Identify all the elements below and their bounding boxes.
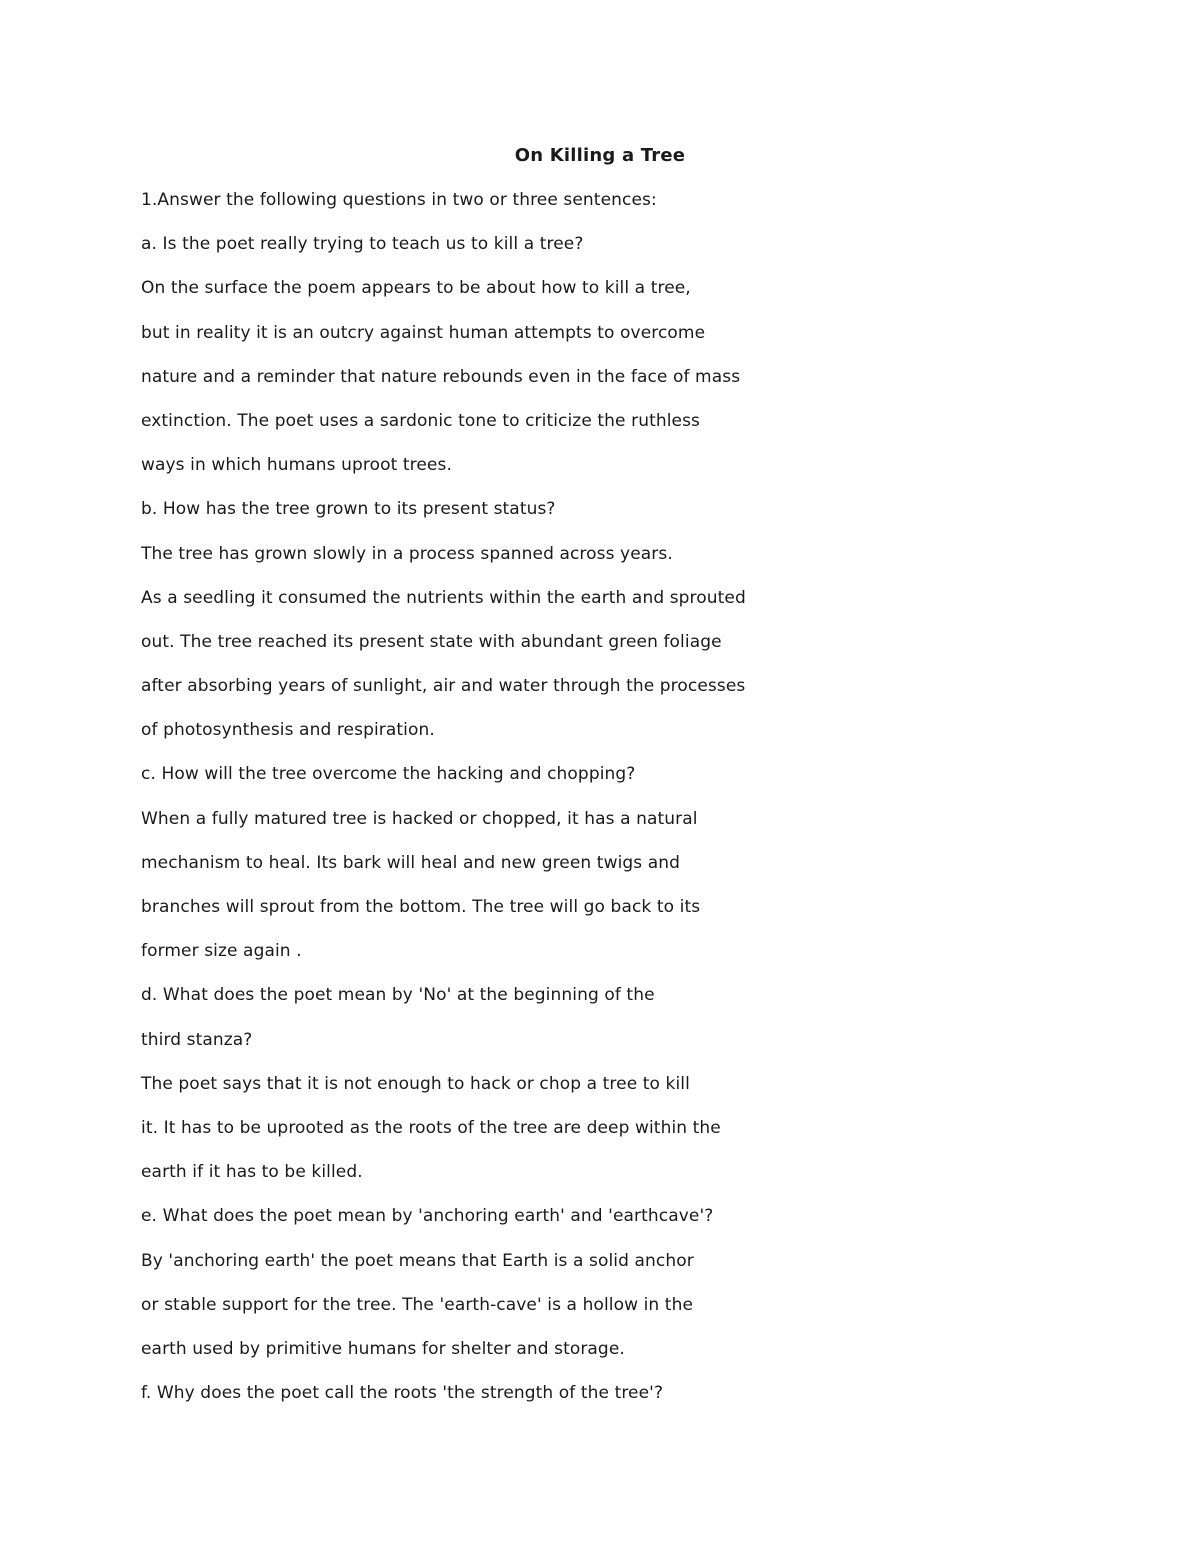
answer-a-line: extinction. The poet uses a sardonic tone to criticize the ruthless <box>141 410 701 431</box>
answer-c-line: When a fully matured tree is hacked or chopped, it has a natural <box>141 808 698 829</box>
answer-d-line: it. It has to be uprooted as the roots of the tree are deep within the <box>141 1117 721 1138</box>
page-title <box>0 143 1200 169</box>
answer-e-line: By 'anchoring earth' the poet means that Earth is a solid anchor <box>141 1250 694 1271</box>
answer-a-line: ways in which humans uproot trees. <box>141 455 452 476</box>
answer-b-line: after absorbing years of sunlight, air and water through the processes <box>141 676 746 697</box>
answer-c-line: former size again . <box>141 941 302 962</box>
question-b: b. How has the tree grown to its present status? <box>141 499 556 520</box>
question-d: third stanza? <box>141 1029 253 1050</box>
answer-b-line: As a seedling it consumed the nutrients within the earth and sprouted <box>141 587 746 608</box>
answer-c-line: branches will sprout from the bottom. The tree will go back to its <box>141 897 701 917</box>
title-text: On Killing a Tree <box>514 145 686 166</box>
question-e: e. What does the poet mean by 'anchoring earth' and 'earthcave'? <box>141 1206 714 1227</box>
answer-d-line: The poet says that it is not enough to hack or chop a tree to kill <box>141 1073 690 1094</box>
instruction-line: 1.Answer the following questions in two or three sentences: <box>141 190 657 210</box>
answer-b-line: The tree has grown slowly in a process spanned across years. <box>141 543 673 564</box>
question-a: a. Is the poet really trying to teach us to kill a tree? <box>141 234 584 255</box>
answer-a-line: On the surface the poem appears to be about how to kill a tree, <box>141 278 691 299</box>
question-f: f. Why does the poet call the roots 'the strength of the tree'? <box>141 1383 664 1404</box>
answer-a-line: nature and a reminder that nature rebounds even in the face of mass <box>141 366 741 387</box>
answer-e-line: or stable support for the tree. The 'earth-cave' is a hollow in the <box>141 1294 694 1315</box>
document-body <box>141 186 1101 1423</box>
answer-d-line: earth if it has to be killed. <box>141 1162 363 1183</box>
answer-b-line: out. The tree reached its present state with abundant green foliage <box>141 631 722 652</box>
answer-c-line: mechanism to heal. Its bark will heal and new green twigs and <box>141 852 681 873</box>
answer-a-line: but in reality it is an outcry against human attempts to overcome <box>141 322 706 343</box>
answer-b-line: of photosynthesis and respiration. <box>141 720 435 741</box>
answer-e-line: earth used by primitive humans for shelter and storage. <box>141 1338 625 1359</box>
question-c: c. How will the tree overcome the hacking and chopping? <box>141 764 636 785</box>
question-d: d. What does the poet mean by 'No' at the beginning of the <box>141 985 655 1006</box>
